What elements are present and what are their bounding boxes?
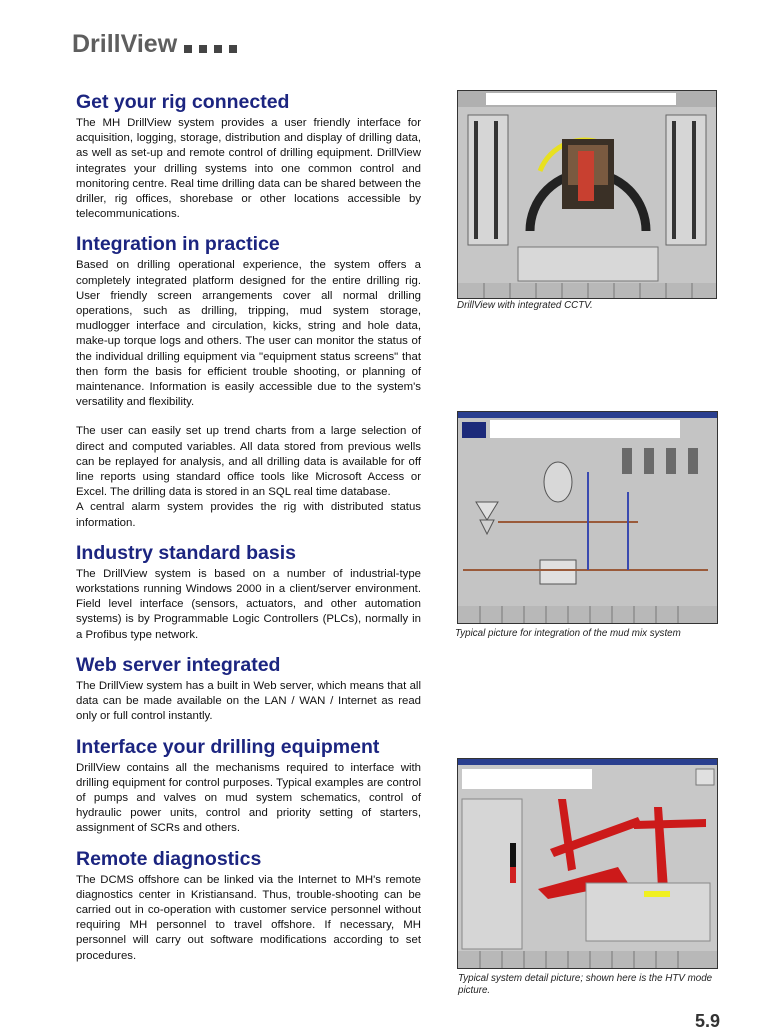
square-icon [184,45,192,53]
cctv-screen-illustration [458,91,716,298]
section-rig-connected [76,90,421,222]
text-column [76,90,421,974]
brand-header [72,30,237,59]
section-paragraph: The DrillView system has a built in Web server, which means that all data can be made available on the LAN / WAN / Internet as read only or full control instantly. [76,679,421,723]
section-title: Remote diagnostics [76,847,262,870]
section-paragraph: The DCMS offshore can be linked via the Internet to MH's remote diagnostics center in Kristiansand. Thus, trouble-shooting can be carried out in co-operation with customer service personnel without requiring MH personnel to travel offshore. If necessary, MH personnel will carry out software modifications according to set procedures. [76,873,421,962]
section-web-server [76,653,421,725]
figure-mud-mix-screenshot [457,411,718,624]
square-icon [199,45,207,53]
section-paragraph: The user can easily set up trend charts from a large selection of direct and computed variables. All data stored from previous wells can be replayed for analysis, and all drilling data is available for off line reports using standard office tools like Microsoft Access or Excel. The drilling data is stored in an SQL real time database. [76,425,421,499]
section-title: Integration in practice [76,233,280,256]
section-title: Web server integrated [76,653,281,676]
section-paragraph: DrillView contains all the mechanisms required to interface with drilling equipment for control purposes. Typical examples are control of pumps and valves on mud system schematics, control of hydraulic power units, control and priority setting of starters, assignment of SCRs and others. [76,761,421,835]
htv-illustration [458,759,717,968]
section-remote-diagnostics [76,847,421,964]
figure-caption: Typical system detail picture; shown here is the HTV mode picture. [458,973,713,996]
brand-title: DrillView [72,30,178,58]
section-paragraph: The DrillView system is based on a number of industrial-type workstations running Windows 2000 in a client/server environment. Field level interface (sensors, actuators, and other automation systems) is by Programmable Logic Controllers (PLCs), normally in a Profibus type network. [76,567,421,641]
section-paragraph: A central alarm system provides the rig with distributed status information. [76,501,421,529]
square-icon [214,45,222,53]
figure-htv-screenshot [457,758,718,969]
figure-cctv-screenshot [457,90,717,299]
page-number: 5.9 [694,1011,720,1031]
figure-caption: DrillView with integrated CCTV. [457,300,593,311]
mud-mix-illustration [458,412,717,623]
square-icon [229,45,237,53]
section-interface-equipment [76,735,421,837]
section-title: Interface your drilling equipment [76,735,380,758]
section-integration [76,232,421,530]
section-title: Get your rig connected [76,91,290,113]
section-paragraph: The MH DrillView system provides a user friendly interface for acquisition, logging, storage, distribution and display of drilling data, as well as set-up and remote control of drilling equipment. DrillView integrates your drilling systems into one common control and monitoring centre. Real time drilling data can be shared between the driller, rig offices, shorebase or other locations accessible by telecommunications. [76,117,421,221]
figure-caption: Typical picture for integration of the mud mix system [455,628,681,639]
section-title: Industry standard basis [76,541,296,564]
section-industry-standard [76,541,421,643]
section-paragraph: Based on drilling operational experience, the system offers a completely integrated platform designed for the entire drilling rig. User friendly screen arrangements cover all normal drilling operations, such as drilling, tripping, mud system storage, mudlogger interface and circulation, kicks, string and hole data, make-up torque logs and others. The user can monitor the status of the individual drilling equipment via "equipment status screens" that then form the basis for efficient trouble shooting, or planning of maintenance. Information is easily accessible due to the system's versatility and flexibility. [76,259,421,409]
